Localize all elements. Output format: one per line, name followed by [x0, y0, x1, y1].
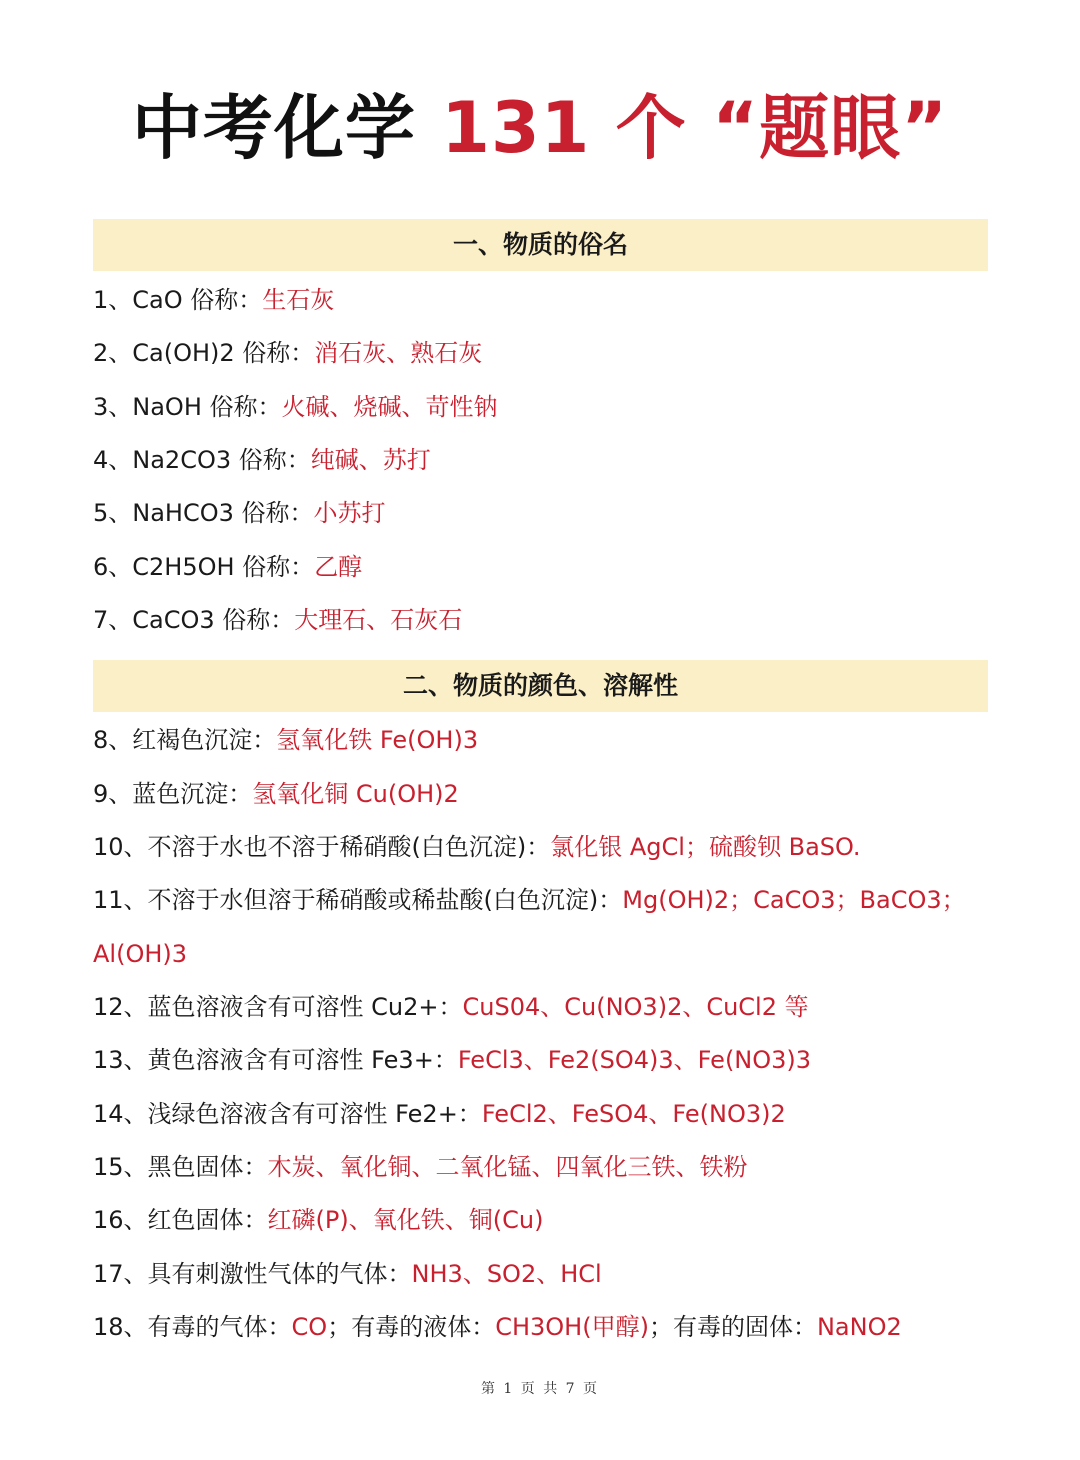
item-answer: CH3OH(甲醇) — [495, 1313, 649, 1341]
item-answer: CO — [291, 1313, 328, 1341]
item-answer: CuS04、Cu(NO3)2、CuCl2 等 — [462, 993, 809, 1021]
list-item — [93, 1257, 993, 1291]
item-question: 7、CaCO3 俗称： — [93, 606, 295, 634]
page-number-footer: 第 1 页 共 7 页 — [480, 1381, 600, 1397]
item-answer: 氢氧化铁 Fe(OH)3 — [276, 726, 479, 754]
item-answer: Al(OH)3 — [93, 940, 188, 968]
item-question: 17、具有刺激性气体的气体： — [93, 1260, 412, 1288]
item-question: 1、CaO 俗称： — [93, 286, 263, 314]
list-item — [93, 1043, 993, 1077]
item-question: 14、浅绿色溶液含有可溶性 Fe2+： — [93, 1100, 482, 1128]
item-question: 16、红色固体： — [93, 1206, 268, 1234]
item-question: 9、蓝色沉淀： — [93, 780, 253, 808]
list-item — [93, 723, 993, 757]
item-question: 8、红褐色沉淀： — [93, 726, 277, 754]
item-question: 15、黑色固体： — [93, 1153, 268, 1181]
list-item — [93, 550, 993, 584]
list-item — [93, 1150, 993, 1184]
list-item — [93, 443, 993, 477]
item-question: 10、不溶于水也不溶于稀硝酸(白色沉淀)： — [93, 833, 551, 861]
item-answer: 红磷(P)、氧化铁、铜(Cu) — [267, 1206, 544, 1234]
title-highlight: 131 个 “题眼” — [441, 87, 949, 169]
item-answer: 纯碱、苏打 — [310, 446, 431, 474]
page-title — [0, 78, 1080, 178]
item-question: 11、不溶于水但溶于稀硝酸或稀盐酸(白色沉淀)： — [93, 886, 623, 914]
item-question: 6、C2H5OH 俗称： — [93, 553, 315, 581]
item-question: 5、NaHCO3 俗称： — [93, 499, 314, 527]
list-item — [93, 990, 993, 1024]
list-item — [93, 1097, 993, 1131]
item-answer: NH3、SO2、HCl — [411, 1260, 602, 1288]
list-item — [93, 777, 993, 811]
list-item — [93, 390, 993, 424]
section-header-common-names: 一、物质的俗名 — [93, 219, 988, 271]
item-answer: Mg(OH)2；CaCO3；BaCO3； — [622, 886, 966, 914]
item-answer: 生石灰 — [262, 286, 335, 314]
item-question: 2、Ca(OH)2 俗称： — [93, 339, 315, 367]
list-item — [93, 1203, 993, 1237]
list-item — [93, 603, 993, 637]
item-answer: 火碱、烧碱、苛性钠 — [281, 393, 498, 421]
item-answer: 大理石、石灰石 — [294, 606, 463, 634]
item-question: ；有毒的固体： — [648, 1313, 817, 1341]
item-answer: 氯化银 AgCl；硫酸钡 BaSO. — [550, 833, 861, 861]
list-item — [93, 830, 993, 864]
item-answer: NaNO2 — [816, 1313, 902, 1341]
item-answer: FeCl2、FeSO4、Fe(NO3)2 — [481, 1100, 786, 1128]
list-item — [93, 1310, 993, 1344]
item-question: 4、Na2CO3 俗称： — [93, 446, 311, 474]
list-item — [93, 496, 993, 530]
section-header-color-solubility: 二、物质的颜色、溶解性 — [93, 660, 988, 712]
item-question: 18、有毒的气体： — [93, 1313, 292, 1341]
item-question: 12、蓝色溶液含有可溶性 Cu2+： — [93, 993, 463, 1021]
list-item — [93, 883, 993, 917]
item-answer: 乙醇 — [314, 553, 363, 581]
title-main: 中考化学 — [131, 87, 416, 169]
list-item — [93, 283, 993, 317]
item-answer: 氢氧化铜 Cu(OH)2 — [252, 780, 459, 808]
item-answer: 消石灰、熟石灰 — [314, 339, 483, 367]
list-item-continuation — [93, 937, 993, 971]
item-answer: 木炭、氧化铜、二氧化锰、四氧化三铁、铁粉 — [267, 1153, 748, 1181]
item-answer: FeCl3、Fe2(SO4)3、Fe(NO3)3 — [457, 1046, 812, 1074]
item-question: ；有毒的液体： — [327, 1313, 496, 1341]
item-question: 3、NaOH 俗称： — [93, 393, 282, 421]
list-item — [93, 336, 993, 370]
item-answer: 小苏打 — [313, 499, 386, 527]
item-question: 13、黄色溶液含有可溶性 Fe3+： — [93, 1046, 458, 1074]
